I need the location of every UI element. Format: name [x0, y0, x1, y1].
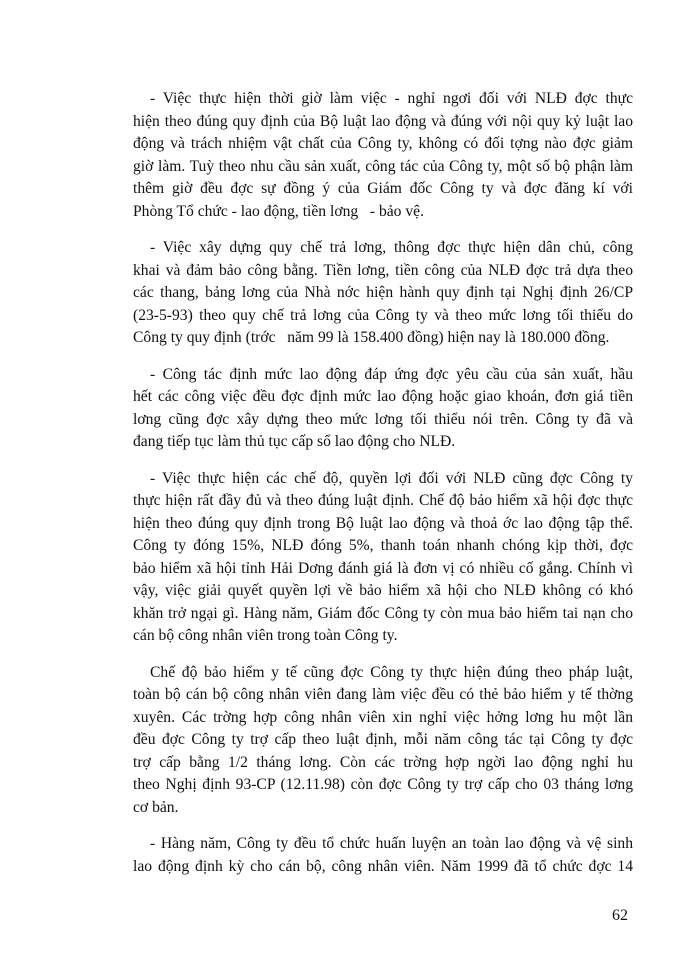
paragraph-labor-norms [133, 364, 633, 454]
text-line: Chế độ bảo hiểm y tế cũng đợc Công ty thực hiện đúng theo pháp luật, [150, 663, 633, 681]
text-line: thêm giờ đều đợc sự đồng ý của Giám đốc Công ty và đợc đăng kí với [133, 180, 633, 197]
text-line: thực hiện rất đầy đủ và theo đúng luật định. Chế độ bảo hiểm xã hội đợc thực [133, 492, 633, 509]
text-line: - Việc thực hiện thời giờ làm việc - nghỉ ngơi đối với NLĐ đợc thực [150, 90, 633, 107]
body-text [133, 88, 633, 892]
page-number: 62 [612, 907, 628, 924]
text-line: Phòng Tổ chức - lao động, tiền lơng - bảo vệ. [133, 202, 424, 220]
text-line: động và trách nhiệm vật chất của Công ty, không có đối tợng nào đợc giảm [133, 135, 633, 152]
text-line: lơng cũng đợc xây dựng theo mức lơng tối thiểu nói trên. Công ty đã và [133, 410, 633, 428]
text-line: - Việc xây dựng quy chế trả lơng, thông đợc thực hiện dân chủ, công [150, 239, 633, 256]
paragraph-health-insurance [133, 662, 633, 820]
text-line: hiện theo đúng quy định của Bộ luật lao động và đúng với nội quy kỷ luật lao [133, 112, 633, 130]
text-line: giờ làm. Tuỳ theo nhu cầu sản xuất, công tác của Công ty, một số bộ phận làm [133, 157, 633, 175]
text-line: trợ cấp bằng 1/2 tháng lơng. Còn các trờng hợp ngời lao động nghỉ hu [133, 753, 633, 771]
text-line: theo Nghị định 93-CP (12.11.98) còn đợc Công ty trợ cấp cho 03 tháng lơng [133, 776, 633, 793]
paragraph-salary-rules [133, 237, 633, 350]
paragraph-social-insurance [133, 468, 633, 648]
paragraph-working-hours [133, 88, 633, 223]
text-line: đang tiếp tục làm thủ tục cấp sổ lao động cho NLĐ. [133, 433, 456, 450]
text-line: khai và đảm bảo công bằng. Tiền lơng, tiền công của NLĐ đợc trả dựa theo [133, 261, 633, 279]
text-line: khăn trở ngại gì. Hàng năm, Giám đốc Công ty còn mua bảo hiểm tai nạn cho [133, 604, 633, 622]
text-line: lao động định kỳ cho cán bộ, công nhân viên. Năm 1999 đã tổ chức đợc 14 [133, 857, 633, 875]
text-line: xuyên. Các trờng hợp công nhân viên xin nghỉ việc hởng lơng hu một lần [133, 708, 633, 726]
text-line: hết các công việc đều đợc định mức lao động hoặc giao khoán, đơn giá tiền [133, 388, 633, 405]
text-line: cơ bản. [133, 798, 179, 816]
text-line: bảo hiểm xã hội tỉnh Hải Dơng đánh giá là đơn vị có nhiều cố gắng. Chính vì [133, 559, 633, 577]
text-line: vậy, việc giải quyết quyền lợi về bảo hiểm xã hội cho NLĐ không có khó [133, 582, 633, 599]
text-line: hiện theo đúng quy định trong Bộ luật lao động và thoả ớc lao động tập thể. [133, 514, 633, 532]
text-line: - Hàng năm, Công ty đều tổ chức huấn luyện an toàn lao động và vệ sinh [150, 835, 633, 852]
text-line: Công ty đóng 15%, NLĐ đóng 5%, thanh toán nhanh chóng kịp thời, đợc [133, 537, 633, 554]
text-line: đều đợc Công ty trợ cấp theo luật định, mỗi năm công tác tại Công ty đợc [133, 731, 633, 748]
text-line: (23-5-93) theo quy chế trả lơng của Công ty và theo mức lơng tối thiểu do [133, 306, 633, 324]
paragraph-safety-training [133, 833, 633, 878]
text-line: toàn bộ cán bộ công nhân viên đang làm việc đều có thẻ bảo hiểm y tế thờng [133, 686, 633, 703]
text-line: các thang, bảng lơng của Nhà nớc hiện hành quy định tại Nghị định 26/CP [133, 284, 633, 301]
text-line: - Việc thực hiện các chế độ, quyền lợi đối với NLĐ cũng đợc Công ty [150, 469, 633, 487]
text-line: Công ty quy định (trớc năm 99 là 158.400 đồng) hiện nay là 180.000 đồng. [133, 329, 610, 346]
text-line: cán bộ công nhân viên trong toàn Công ty. [133, 627, 398, 644]
text-line: - Công tác định mức lao động đáp ứng đợc yêu cầu của sản xuất, hầu [150, 365, 633, 383]
